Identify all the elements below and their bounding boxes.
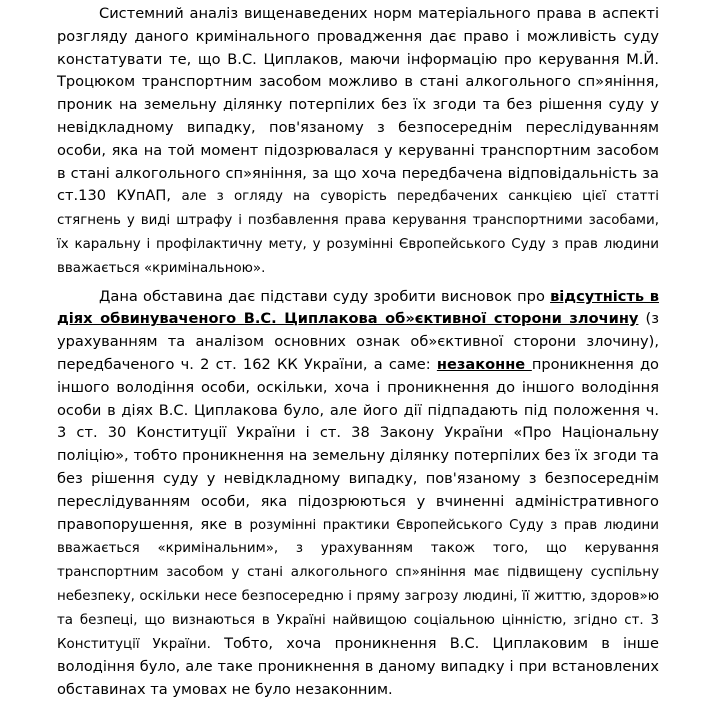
paragraph-2-conclusion-underlined: відсутність в діях обвинуваченого В.С. Циплакова об»єктивної сторони злочину bbox=[57, 287, 659, 328]
paragraph-1 bbox=[57, 3, 659, 281]
paragraph-2 bbox=[57, 286, 659, 702]
paragraph-2-clarification: (з урахуванням та аналізом основних ознак об»єктивної сторони злочину), передбаченого ч. 2 ст. 162 КК України, а саме: bbox=[57, 310, 660, 373]
paragraph-2-echr-text: розумінні практики Європейського Суду з прав людини вважається «кримінальним», з урахуванням також того, що керування транспортним засобом у стані алкогольного сп»яніння має підвищену суспільну небезпеку, оскільки несе безпосередню і пряму загрозу людині, її життю, здоров»ю та безпеці, що визнаються в Україні найвищою соціальною цінністю, згідно ст. 3 Конституції України. bbox=[57, 517, 659, 652]
paragraph-2-reasoning: проникнення до іншого володіння особи, оскільки, хоча і проникнення до іншого володіння особи в діях В.С. Циплакова було, але його дії підпадають під положення ч. 3 ст. 30 Конституції України і ст. 38 Закону України «Про Національну поліцію», тобто проникнення на земельну ділянку потерпілих без їх згоди та без рішення суду у невідкладному випадку, пов'язаному з безпосереднім переслідуванням особи, яка підозрюються у вчиненні адміністративного правопорушення, яке в bbox=[57, 355, 659, 533]
paragraph-1-main-text: Системний аналіз вищенаведених норм матеріального права в аспекті розгляду даного кримінального провадження дає право і можливість суду констатувати те, що В.С. Циплаков, маючи інформацію про керування М.Й. Троцюком транспортним засобом можливо в стані алкогольного сп»яніння, проник на земельну ділянку потерпілих без їх згоди та без рішення суду у невідкладному випадку, пов'язаному з безпосереднім переслідуванням особи, яка на той момент підозрювалася у керуванні транспортним засобом в стані алкогольного сп»яніння, за що хоча передбачена відповідальність за ст.130 КУпАП, bbox=[57, 5, 659, 205]
paragraph-2-intro: Дана обставина дає підстави суду зробити висновок про bbox=[99, 287, 551, 305]
paragraph-2-final: Тобто, хоча проникнення В.С. Циплаковим в інше володіння було, але таке проникнення в даному випадку і при встановлених обставинах та умовах не було незаконним. bbox=[57, 634, 659, 699]
paragraph-1-bold-text: але з огляду на суворість передбачених санкцією цієї статті стягнень у виді штрафу і позбавлення права керування транспортними засобами, їх каральну і профілактичну мету, у розумінні Європейського Суду з прав людини вважається «кримінальною». bbox=[57, 189, 659, 276]
unlawful-underlined: незаконне bbox=[436, 355, 532, 373]
